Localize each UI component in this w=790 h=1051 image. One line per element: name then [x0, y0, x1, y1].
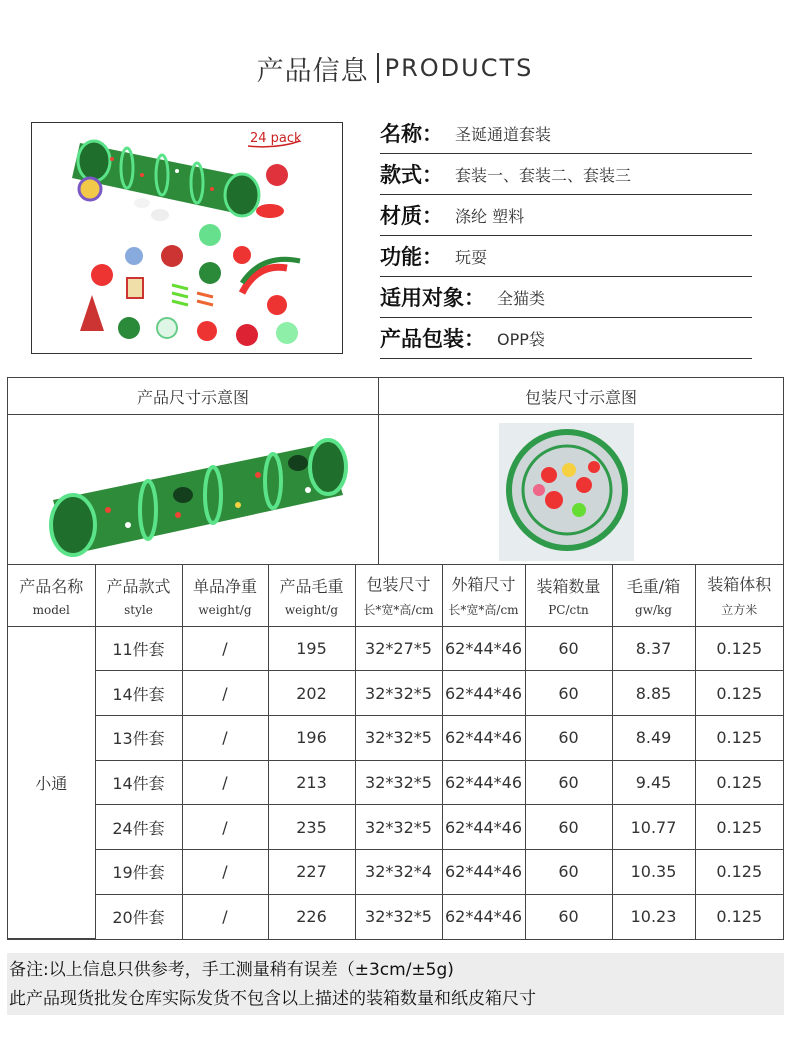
table-row: [8, 849, 783, 894]
table-cell: 19件套: [95, 849, 182, 894]
table-cell: 62*44*46: [442, 671, 525, 716]
table-cell: 202: [268, 671, 355, 716]
package-size-diagram-title: 包装尺寸示意图: [524, 387, 637, 407]
table-cell: /: [182, 671, 268, 716]
info-row-style: [380, 154, 752, 195]
table-cell: 62*44*46: [442, 849, 525, 894]
column-header: 产品款式 style: [95, 565, 182, 626]
column-header: 毛重/箱 gw/kg: [612, 565, 695, 626]
table-cell: 9.45: [612, 760, 695, 805]
table-cell: 32*32*4: [355, 849, 442, 894]
info-key: 名称：: [380, 122, 443, 146]
table-cell: 62*44*46: [442, 894, 525, 939]
table-row: [8, 671, 783, 716]
table-cell: 32*32*5: [355, 671, 442, 716]
info-key: 产品包装：: [380, 327, 485, 351]
table-cell: 0.125: [695, 760, 783, 805]
table-cell: 8.85: [612, 671, 695, 716]
table-cell: 0.125: [695, 849, 783, 894]
table-cell: 60: [525, 626, 612, 671]
diagram-image-row: [8, 415, 783, 565]
table-cell: 32*27*5: [355, 626, 442, 671]
info-value: 玩耍: [455, 247, 488, 267]
column-header: 装箱体积 立方米: [695, 565, 783, 626]
table-cell: 60: [525, 849, 612, 894]
table-cell: 32*32*5: [355, 715, 442, 760]
table-cell: /: [182, 849, 268, 894]
info-key: 材质：: [380, 204, 443, 228]
table-row: [8, 805, 783, 850]
table-cell: 213: [268, 760, 355, 805]
info-row-material: [380, 195, 752, 236]
table-cell: 235: [268, 805, 355, 850]
table-cell: 0.125: [695, 671, 783, 716]
product-size-diagram-title: 产品尺寸示意图: [8, 378, 379, 414]
remark-line: 此产品现货批发仓库实际发货不包含以上描述的装箱数量和纸皮箱尺寸: [9, 989, 536, 1009]
title-divider: [377, 53, 379, 83]
table-cell: 62*44*46: [442, 805, 525, 850]
info-value: 全猫类: [497, 288, 546, 308]
table-cell: 13件套: [95, 715, 182, 760]
table-cell: 195: [268, 626, 355, 671]
remarks-box: [7, 953, 784, 1015]
column-header: 产品名称 model: [8, 565, 95, 626]
table-cell: 20件套: [95, 894, 182, 939]
table-cell: 10.23: [612, 894, 695, 939]
table-cell: 0.125: [716, 907, 763, 927]
table-row: [8, 894, 783, 939]
table-row: [8, 760, 783, 805]
table-cell: 0.125: [695, 626, 783, 671]
table-cell: 24件套: [95, 805, 182, 850]
table-cell: /: [182, 894, 268, 939]
section-title: [0, 48, 790, 88]
table-cell: 10.35: [612, 849, 695, 894]
table-cell: 62*44*46: [442, 626, 525, 671]
column-header: 装箱数量 PC/ctn: [525, 565, 612, 626]
table-cell: 60: [525, 894, 612, 939]
table-cell: 10.77: [612, 805, 695, 850]
product-hero-image: [31, 122, 343, 354]
info-row-target: [380, 277, 752, 318]
model-cell: 小通: [8, 626, 95, 939]
table-cell: 226: [268, 894, 355, 939]
section-title-cn: 产品信息: [256, 55, 369, 87]
info-value: 套装一、套装二、套装三: [455, 165, 632, 185]
table-cell: /: [182, 805, 268, 850]
table-cell: 227: [268, 849, 355, 894]
table-cell: /: [182, 760, 268, 805]
spec-data-table: [8, 565, 783, 939]
table-cell: 62*44*46: [442, 760, 525, 805]
table-cell: /: [182, 626, 268, 671]
table-cell: 0.125: [695, 805, 783, 850]
info-value: 涤纶 塑料: [455, 206, 525, 226]
table-header-row: [8, 565, 783, 626]
table-row: [8, 715, 783, 760]
info-row-function: [380, 236, 752, 277]
table-cell: /: [182, 715, 268, 760]
product-info-list: [380, 113, 752, 359]
column-header: 产品毛重 weight/g: [268, 565, 355, 626]
table-cell: 60: [525, 671, 612, 716]
column-header: 包装尺寸 长*宽*高/cm: [355, 565, 442, 626]
info-value: OPP袋: [497, 329, 545, 349]
section-title-en: PRODUCTS: [384, 54, 534, 82]
table-cell: 8.37: [612, 626, 695, 671]
package-size-diagram: [379, 415, 783, 564]
info-row-packaging: [380, 318, 752, 359]
info-row-name: [380, 113, 752, 154]
table-cell: 60: [525, 760, 612, 805]
table-cell: 14件套: [95, 671, 182, 716]
info-key: 款式：: [380, 163, 443, 187]
table-cell: 60: [525, 805, 612, 850]
tunnel-diagram-image: [8, 415, 378, 563]
table-cell: 0.125: [695, 715, 783, 760]
diagram-header-row: [8, 378, 783, 415]
table-row: [8, 626, 783, 671]
package-diagram-image: [379, 415, 777, 563]
column-header: 外箱尺寸 长*宽*高/cm: [442, 565, 525, 626]
table-cell: 11件套: [95, 626, 182, 671]
table-cell: 32*32*5: [355, 760, 442, 805]
tunnel-image: [72, 141, 259, 216]
table-cell: 8.49: [612, 715, 695, 760]
cat-toy-set-illustration: [32, 123, 342, 353]
table-cell: 32*32*5: [355, 805, 442, 850]
product-size-diagram: [8, 415, 379, 564]
table-cell: 62*44*46: [442, 715, 525, 760]
info-value: 圣诞通道套装: [455, 124, 552, 144]
info-key: 适用对象：: [380, 286, 485, 310]
table-cell: 196: [268, 715, 355, 760]
spec-table: [7, 377, 784, 940]
column-header: 单品净重 weight/g: [182, 565, 268, 626]
table-cell: 60: [525, 715, 612, 760]
pack-label: 24 pack: [250, 131, 302, 146]
table-cell: 14件套: [95, 760, 182, 805]
remark-line: 备注:以上信息只供参考，手工测量稍有误差（±3cm/±5g): [9, 960, 454, 980]
info-key: 功能：: [380, 245, 443, 269]
table-cell: 32*32*5: [355, 894, 442, 939]
